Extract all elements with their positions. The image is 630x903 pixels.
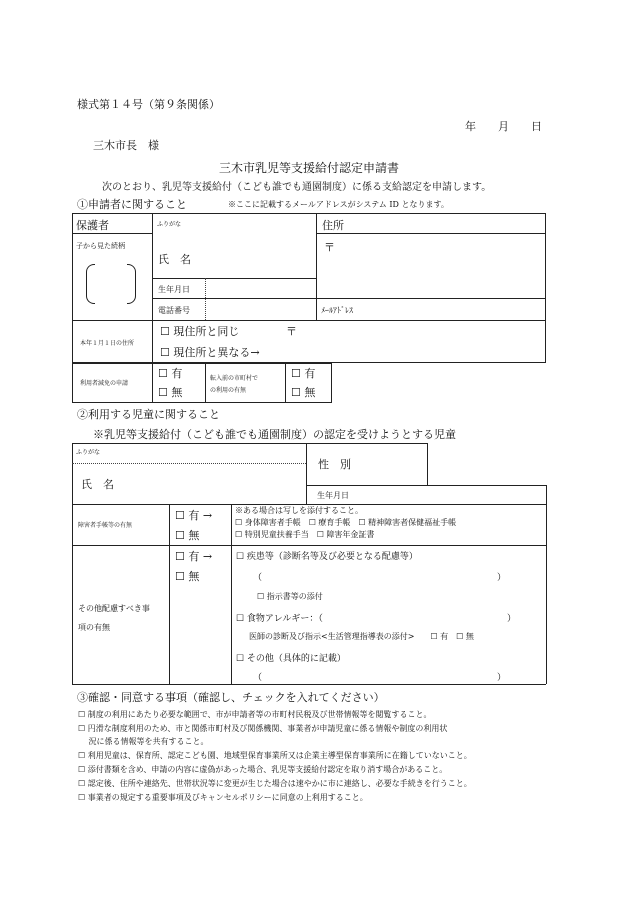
disease-checkbox[interactable]: ☐ 疾患等（診断名等及び必要となる配慮等）: [236, 552, 418, 562]
relation-label: 子から見た続柄: [76, 242, 125, 250]
consideration-yes-checkbox[interactable]: ☐ 有 →: [175, 550, 213, 563]
exemption-no-checkbox[interactable]: ☐ 無: [158, 386, 183, 399]
consent-item-4[interactable]: ☐ 添付書類を含め、申請の内容に虚偽があった場合、乳児等支援給付認定を取り消す場合があること。: [78, 765, 448, 774]
section3-heading: ③確認・同意する事項（確認し、チェックを入れてください）: [77, 691, 385, 704]
section2-heading: ②利用する児童に関すること: [77, 408, 220, 421]
instruction-doc-checkbox[interactable]: ☐ 指示書等の添付: [257, 592, 323, 601]
allergy-checkbox[interactable]: ☐ 食物アレルギー：（: [236, 614, 323, 624]
disability-label: 障害者手帳等の有無: [78, 522, 133, 529]
child-name-label: 氏 名: [81, 478, 114, 491]
child-furigana-label: ふりがな: [76, 449, 101, 456]
other-close-paren: ）: [497, 673, 507, 683]
birthdate-label: 生年月日: [158, 285, 190, 294]
form-number: 様式第１４号（第９条関係）: [77, 98, 220, 111]
furigana-label: ふりがな: [157, 221, 182, 228]
attach-note: ※ある場合は写しを添付すること。: [235, 506, 363, 515]
section1-heading: ①申請者に関すること: [77, 198, 187, 211]
section2-subheading: ※乳児等支援給付（こども誰でも通園制度）の認定を受けようとする児童: [93, 428, 456, 441]
consent-item-5[interactable]: ☐ 認定後、住所や連絡先、世帯状況等に変更が生じた場合は速やかに市に連絡し、必要な手続きを行うこと。: [78, 779, 472, 788]
cert-options-line2[interactable]: ☐ 特別児童扶養手当 ☐ 障害年金証書: [235, 530, 375, 539]
postal-mark: 〒: [324, 241, 335, 254]
same-address-checkbox[interactable]: ☐ 現住所と同じ: [160, 325, 240, 338]
disability-yes-checkbox[interactable]: ☐ 有 →: [175, 509, 213, 522]
consideration-label-1: その他配慮すべき事: [78, 604, 150, 613]
consent-item-2-cont: 況に係る情報等を共有すること。: [78, 737, 209, 746]
guardian-label: 保護者: [76, 219, 109, 232]
consideration-no-checkbox[interactable]: ☐ 無: [175, 570, 200, 583]
guardian-name-label: 氏 名: [158, 253, 191, 266]
consent-item-3[interactable]: ☐ 利用児童は、保育所、認定こども園、地域型保育事業所又は企業主導型保育事業所に在籍していないこと。: [78, 751, 472, 760]
relation-bracket[interactable]: [86, 264, 136, 304]
other-open-paren: （: [253, 673, 263, 683]
consent-item-6[interactable]: ☐ 事業者の規定する重要事項及びキャンセルポリシーに同意の上利用すること。: [78, 793, 368, 802]
disease-open-paren: （: [253, 573, 263, 583]
gender-label: 性 別: [318, 458, 351, 471]
prev-city-no-checkbox[interactable]: ☐ 無: [291, 386, 316, 399]
prev-city-label-2: の利用の有無: [210, 387, 247, 394]
cert-options-line1[interactable]: ☐ 身体障害者手帳 ☐ 療育手帳 ☐ 精神障害者保健福祉手帳: [235, 518, 457, 527]
jan1-address-label: 本年１月１日の住所: [80, 340, 135, 347]
intro-text: 次のとおり、乳児等支援給付（こども誰でも通園制度）に係る支給認定を申請します。: [102, 182, 492, 193]
prev-city-label-1: 転入前の市町村で: [210, 375, 259, 382]
exemption-yes-checkbox[interactable]: ☐ 有: [158, 367, 183, 380]
date-fields[interactable]: 年 月 日: [465, 120, 542, 133]
other-checkbox[interactable]: ☐ その他（具体的に記載）: [236, 654, 346, 664]
prev-city-yes-checkbox[interactable]: ☐ 有: [291, 367, 316, 380]
disability-no-checkbox[interactable]: ☐ 無: [175, 529, 200, 542]
child-birthdate-label: 生年月日: [317, 491, 349, 500]
different-address-checkbox[interactable]: ☐ 現住所と異なる→: [160, 346, 260, 359]
addressee: 三木市長 様: [93, 139, 159, 152]
phone-label: 電話番号: [158, 306, 190, 315]
consideration-label-2: 項の有無: [78, 623, 110, 632]
page-title: 三木市乳児等支援給付認定申請書: [219, 161, 400, 175]
section1-note: ※ここに記載するメールアドレスがシステム ID となります。: [228, 200, 449, 209]
consent-item-2[interactable]: ☐ 円滑な制度利用のため、市と関係市町村及び関係機関、事業者が申請児童に係る情報や制度の利用状: [78, 724, 448, 733]
email-label: ﾒｰﾙｱﾄﾞﾚｽ: [321, 306, 353, 315]
doctor-instruction-line[interactable]: 医師の診断及び指示<生活管理指導表の添付> ☐ 有 ☐ 無: [249, 632, 474, 641]
postal-mark-2: 〒: [286, 325, 297, 338]
consent-item-1[interactable]: ☐ 制度の利用にあたり必要な範囲で、市が申請者等の市町村民税及び世帯情報等を閲覧すること。: [78, 710, 432, 719]
address-label: 住所: [322, 219, 344, 232]
exemption-label: 利用者減免の申請: [80, 380, 129, 387]
disease-close-paren: ）: [497, 573, 507, 583]
allergy-close-paren: ）: [507, 614, 517, 624]
